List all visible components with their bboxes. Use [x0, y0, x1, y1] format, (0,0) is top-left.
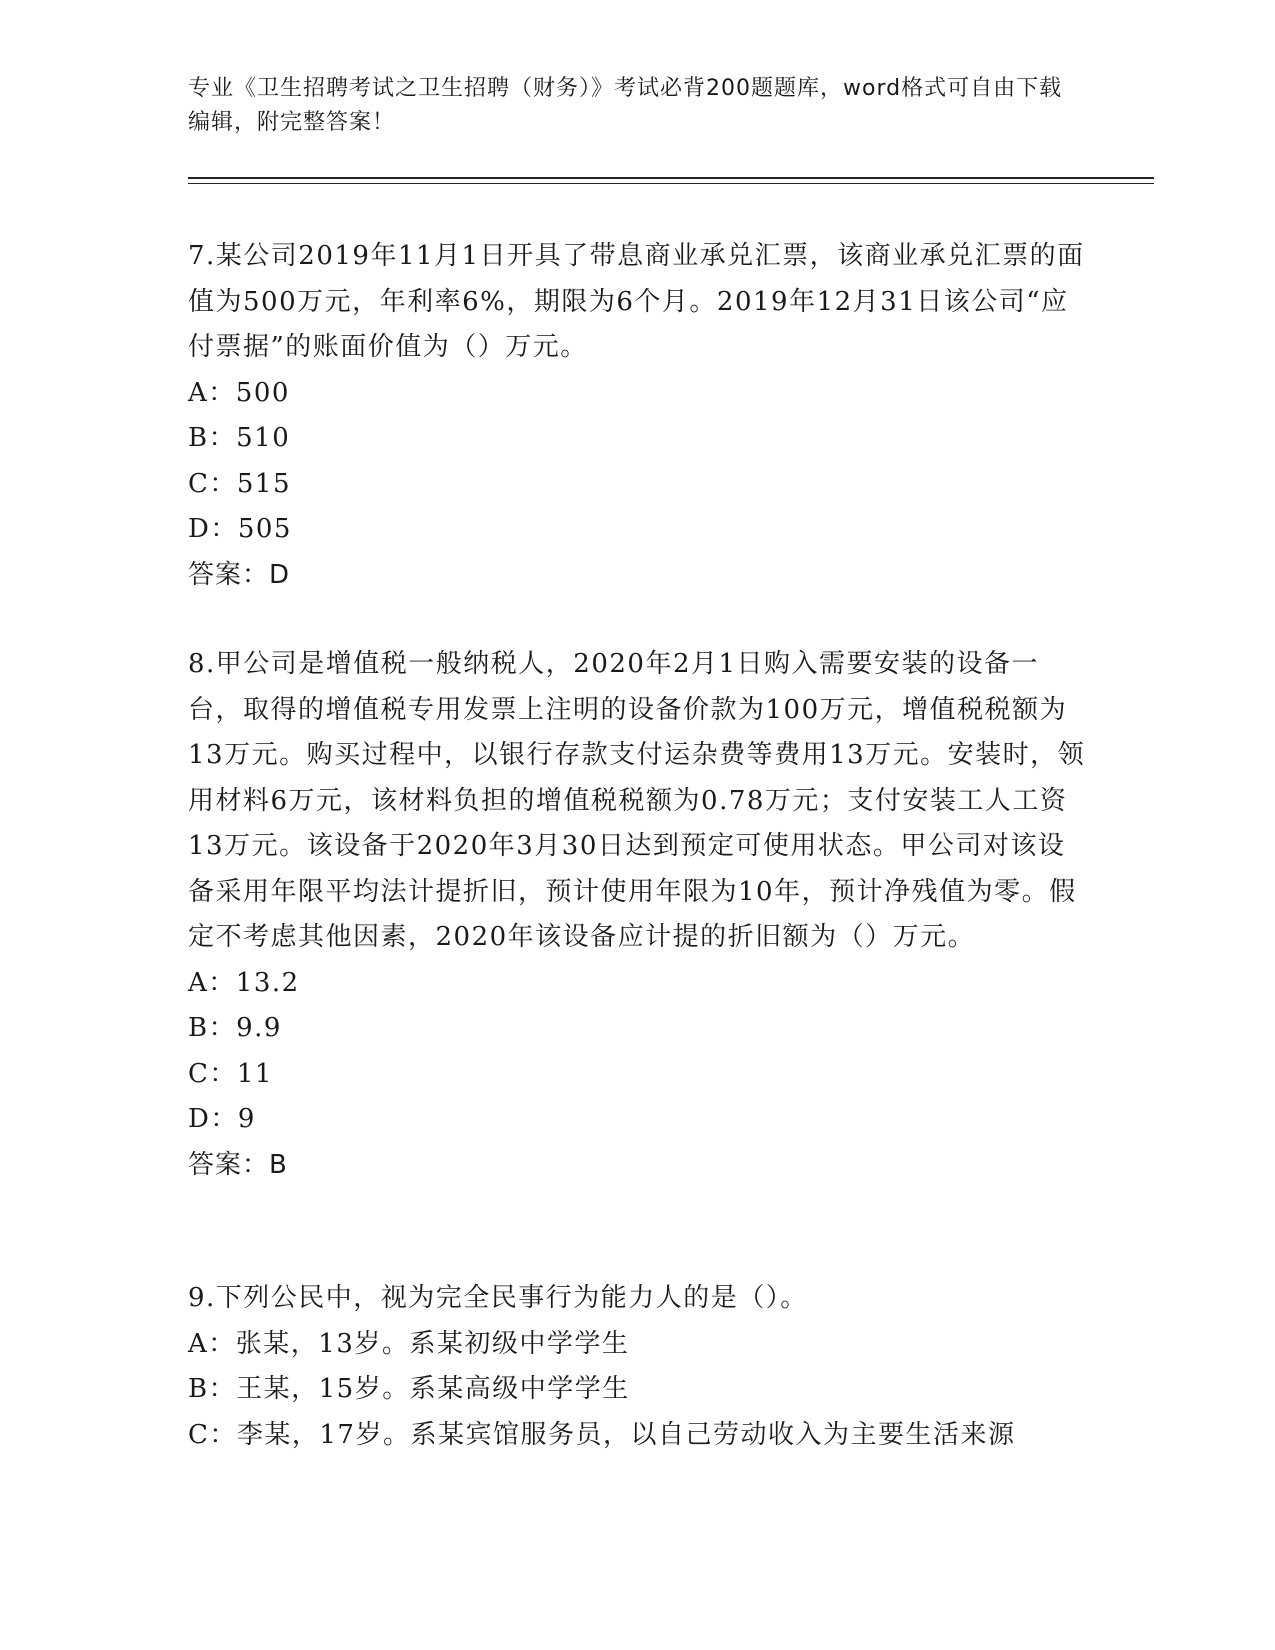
question-8 [188, 642, 1088, 1188]
option-a: A：500 [188, 377, 290, 408]
question-7 [188, 234, 1088, 598]
question-9 [188, 1276, 1088, 1458]
document-header: 专业《卫生招聘考试之卫生招聘（财务）》考试必背200题题库，word格式可自由下载编辑，附完整答案！ [188, 76, 1063, 135]
answer: 答案：D [188, 559, 291, 590]
option-b: B：9.9 [188, 1013, 282, 1043]
option-b: B：王某，15岁。系某高级中学学生 [188, 1374, 630, 1404]
option-d: D：505 [188, 514, 292, 544]
header-divider-thin [188, 183, 1154, 184]
question-stem: 7.某公司2019年11月1日开具了带息商业承兑汇票，该商业承兑汇票的面值为500万元，年利率6%，期限为6个月。2019年12月31日该公司“应付票据”的账面价值为（）万元。 [188, 241, 1085, 362]
option-c: C：李某，17岁。系某宾馆服务员，以自己劳动收入为主要生活来源 [188, 1419, 1016, 1450]
option-d: D：9 [188, 1104, 256, 1134]
question-stem: 9.下列公民中，视为完全民事行为能力人的是（）。 [188, 1283, 808, 1313]
option-c: C：515 [188, 468, 292, 499]
option-c: C：11 [188, 1058, 273, 1089]
option-a: A：张某，13岁。系某初级中学学生 [188, 1328, 630, 1359]
option-a: A：13.2 [188, 967, 300, 998]
question-stem: 8.甲公司是增值税一般纳税人，2020年2月1日购入需要安装的设备一台，取得的增值税专用发票上注明的设备价款为100万元，增值税税额为13万元。购买过程中，以银行存款支付运杂费等费用13万元。安装时，领用材料6万元，该材料负担的增值税税额为0.78万元；支付安装工人工资13万元。该设备于2020年3月30日达到预定可使用状态。甲公司对该设备采用年限平均法计提折旧，预计使用年限为10年，预计净残值为零。假定不考虑其他因素，2020年该设备应计提的折旧额为（）万元。 [188, 649, 1086, 952]
header-divider-thick [188, 177, 1154, 179]
option-b: B：510 [188, 423, 291, 453]
answer: 答案：B [188, 1149, 288, 1180]
